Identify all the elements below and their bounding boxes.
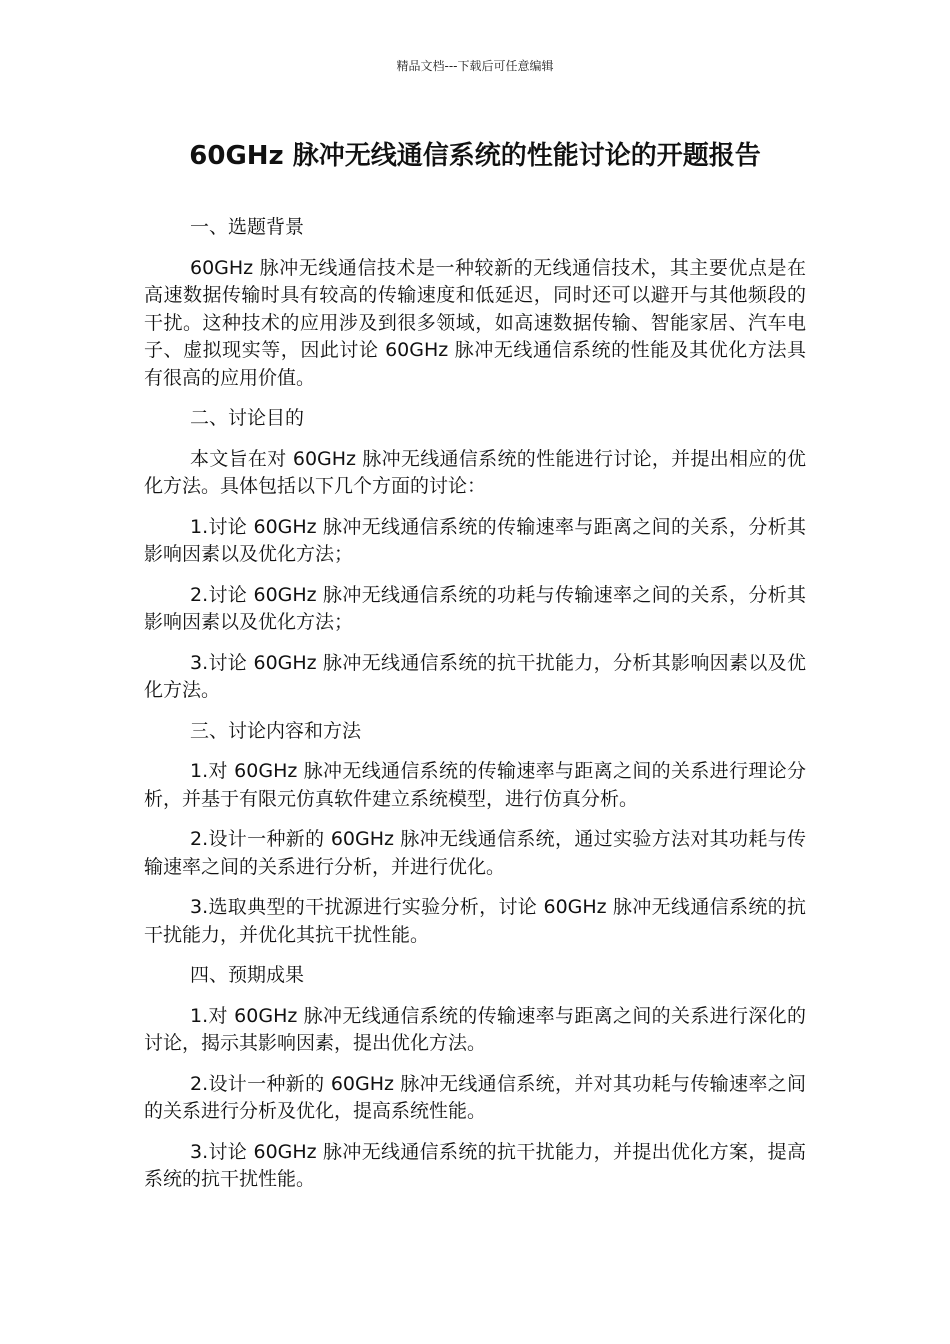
paragraph-background: 60GHz 脉冲无线通信技术是一种较新的无线通信技术，其主要优点是在高速数据传输时具有较高的传输速度和低延迟，同时还可以避开与其他频段的干扰。这种技术的应用涉及到很多领域，如高速数据传输、智能家居、汽车电子、虚拟现实等，因此讨论 60GHz 脉冲无线通信系统的性能及其优化方法具有很高的应用价值。 [144, 256, 806, 389]
document-body [144, 214, 806, 1207]
paragraph-purpose-item-2: 2.讨论 60GHz 脉冲无线通信系统的功耗与传输速率之间的关系，分析其影响因素以及优化方法； [144, 583, 806, 633]
page-header-note: 精品文档---下载后可任意编辑 [396, 59, 554, 73]
paragraph-purpose-item-1: 1.讨论 60GHz 脉冲无线通信系统的传输速率与距离之间的关系，分析其影响因素以及优化方法； [144, 515, 806, 565]
section-heading-expected-results: 四、预期成果 [190, 964, 305, 986]
section-heading-background: 一、选题背景 [190, 216, 305, 238]
document-title: 60GHz 脉冲无线通信系统的性能讨论的开题报告 [189, 141, 761, 171]
section-heading-purpose: 二、讨论目的 [190, 407, 305, 429]
section-heading-content-method: 三、讨论内容和方法 [190, 719, 362, 742]
paragraph-result-item-2: 2.设计一种新的 60GHz 脉冲无线通信系统，并对其功耗与传输速率之间的关系进行分析及优化，提高系统性能。 [144, 1072, 806, 1122]
paragraph-method-item-3: 3.选取典型的干扰源进行实验分析，讨论 60GHz 脉冲无线通信系统的抗干扰能力，并优化其抗干扰性能。 [144, 896, 806, 946]
paragraph-method-item-1: 1.对 60GHz 脉冲无线通信系统的传输速率与距离之间的关系进行理论分析，并基于有限元仿真软件建立系统模型，进行仿真分析。 [144, 760, 806, 810]
paragraph-result-item-3: 3.讨论 60GHz 脉冲无线通信系统的抗干扰能力，并提出优化方案，提高系统的抗干扰性能。 [144, 1140, 806, 1190]
paragraph-method-item-2: 2.设计一种新的 60GHz 脉冲无线通信系统，通过实验方法对其功耗与传输速率之间的关系进行分析，并进行优化。 [144, 828, 806, 878]
paragraph-result-item-1: 1.对 60GHz 脉冲无线通信系统的传输速率与距离之间的关系进行深化的讨论，揭示其影响因素，提出优化方法。 [144, 1004, 806, 1054]
paragraph-purpose-item-3: 3.讨论 60GHz 脉冲无线通信系统的抗干扰能力，分析其影响因素以及优化方法。 [144, 651, 806, 701]
paragraph-purpose-intro: 本文旨在对 60GHz 脉冲无线通信系统的性能进行讨论，并提出相应的优化方法。具体包括以下几个方面的讨论： [144, 447, 806, 497]
